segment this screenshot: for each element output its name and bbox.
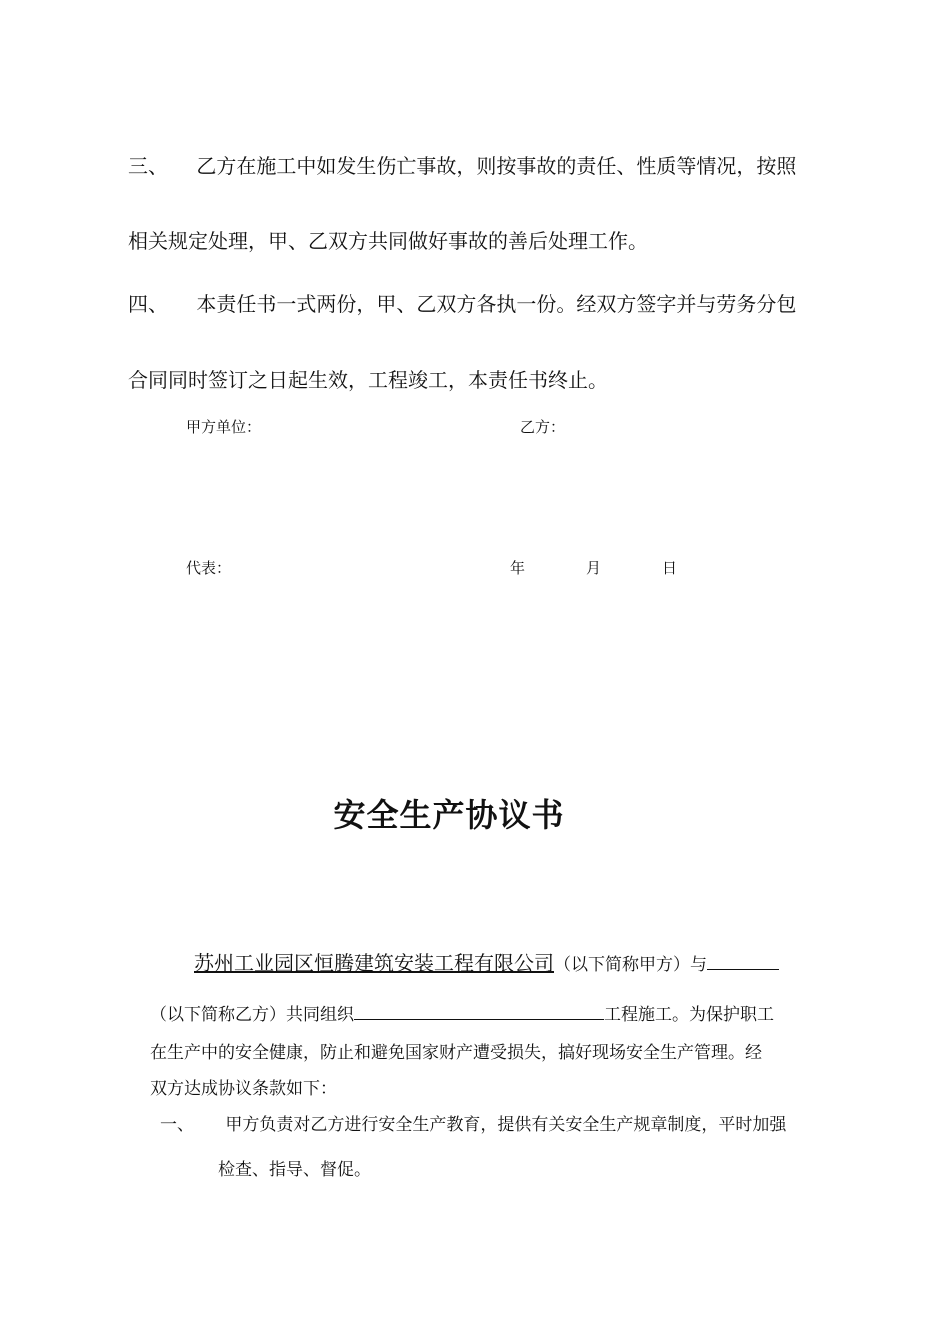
date-month: 月 <box>586 559 602 577</box>
intro-suffix: （以下简称甲方）与 <box>554 955 707 975</box>
clause-3-text-1: 乙方在施工中如发生伤亡事故，则按事故的责任、性质等情况，按照 <box>196 154 797 178</box>
party-b-label: 乙方： <box>520 418 566 436</box>
clause-1-line-1 <box>160 1110 786 1135</box>
clause-4-text-1: 本责任书一式两份，甲、乙双方各执一份。经双方签字并与劳务分包 <box>196 292 797 316</box>
company-name: 苏州工业园区恒腾建筑安装工程有限公司 <box>194 951 554 975</box>
clause-4-line-1 <box>128 288 796 317</box>
intro-line-3: 在生产中的安全健康，防止和避免国家财产遭受损失，搞好现场安全生产管理。经 <box>150 1043 762 1063</box>
agreement-title: 安全生产协议书 <box>333 796 565 834</box>
date-day: 日 <box>662 559 678 577</box>
party-a-label: 甲方单位： <box>186 418 262 436</box>
clause-4-line-2: 合同同时签订之日起生效，工程竣工，本责任书终止。 <box>128 368 608 392</box>
clause-3-line-2: 相关规定处理，甲、乙双方共同做好事故的善后处理工作。 <box>128 229 648 253</box>
intro-line-2-suffix: 工程施工。为保护职工 <box>604 1005 774 1025</box>
clause-1-line-2: 检查、指导、督促。 <box>218 1160 371 1180</box>
intro-line-2 <box>150 1000 774 1025</box>
clause-1-text-1: 甲方负责对乙方进行安全生产教育，提供有关安全生产规章制度，平时加强 <box>225 1115 787 1135</box>
intro-line-1 <box>194 947 779 976</box>
clause-4-marker: 四、 <box>128 292 168 316</box>
clause-1-marker: 一、 <box>160 1115 194 1135</box>
date-year: 年 <box>510 559 526 577</box>
intro-line-4: 双方达成协议条款如下： <box>150 1079 337 1099</box>
party-b-blank <box>707 951 779 970</box>
intro-line-2-prefix: （以下简称乙方）共同组织 <box>150 1005 354 1025</box>
clause-3-line-1 <box>128 150 796 179</box>
representative-label: 代表： <box>186 559 232 577</box>
project-blank <box>354 1001 604 1020</box>
clause-3-marker: 三、 <box>128 154 168 178</box>
